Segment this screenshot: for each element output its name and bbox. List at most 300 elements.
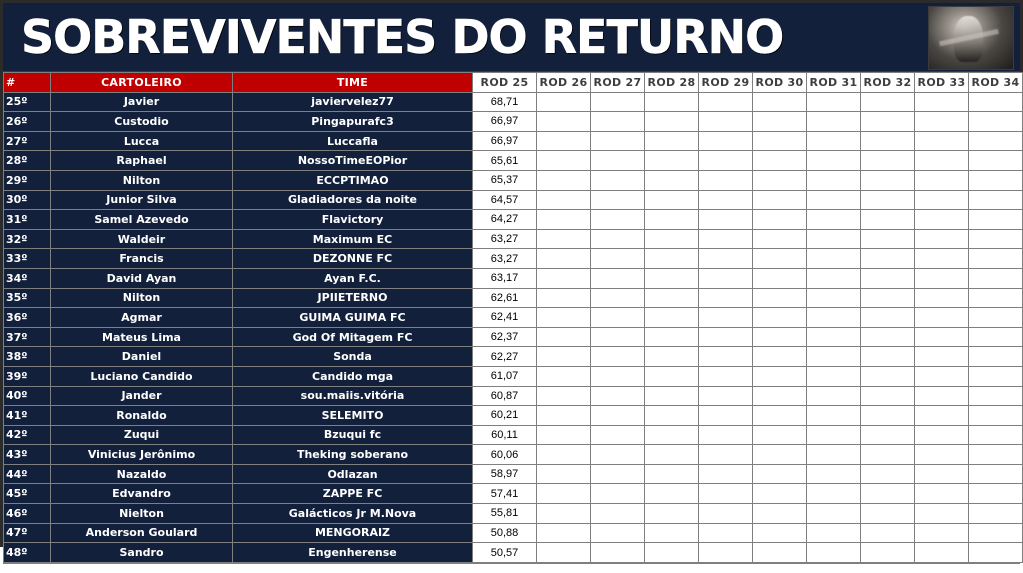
cell-time[interactable]: Maximum EC xyxy=(233,229,473,249)
cell-rod-32[interactable] xyxy=(861,464,915,484)
cell-rod-34[interactable] xyxy=(969,112,1023,132)
cell-rod-26[interactable] xyxy=(537,366,591,386)
cell-rod-26[interactable] xyxy=(537,445,591,465)
cell-rod-34[interactable] xyxy=(969,484,1023,504)
cell-rod-27[interactable] xyxy=(591,327,645,347)
cell-rod-34[interactable] xyxy=(969,288,1023,308)
cell-rod-25[interactable]: 58,97 xyxy=(473,464,537,484)
cell-rod-26[interactable] xyxy=(537,268,591,288)
cell-rod-30[interactable] xyxy=(753,366,807,386)
cell-rod-26[interactable] xyxy=(537,92,591,112)
cell-rod-31[interactable] xyxy=(807,229,861,249)
cell-rod-30[interactable] xyxy=(753,445,807,465)
cell-rod-32[interactable] xyxy=(861,131,915,151)
cell-rod-30[interactable] xyxy=(753,504,807,524)
cell-rod-34[interactable] xyxy=(969,92,1023,112)
cell-rod-33[interactable] xyxy=(915,425,969,445)
cell-rod-28[interactable] xyxy=(645,151,699,171)
table-row[interactable] xyxy=(4,523,1023,543)
cell-rod-30[interactable] xyxy=(753,210,807,230)
cell-time[interactable]: GUIMA GUIMA FC xyxy=(233,308,473,328)
cell-rod-25[interactable]: 50,57 xyxy=(473,543,537,563)
column-header-rod-29[interactable]: ROD 29 xyxy=(699,73,753,93)
cell-rod-29[interactable] xyxy=(699,210,753,230)
cell-rod-30[interactable] xyxy=(753,288,807,308)
cell-time[interactable]: Sonda xyxy=(233,347,473,367)
cell-rod-29[interactable] xyxy=(699,151,753,171)
cell-time[interactable]: ZAPPE FC xyxy=(233,484,473,504)
cell-rod-34[interactable] xyxy=(969,445,1023,465)
cell-time[interactable]: JPIIETERNO xyxy=(233,288,473,308)
cell-position[interactable]: 48º xyxy=(4,543,51,563)
cell-rod-28[interactable] xyxy=(645,268,699,288)
cell-rod-30[interactable] xyxy=(753,464,807,484)
cell-rod-25[interactable]: 66,97 xyxy=(473,112,537,132)
cell-rod-27[interactable] xyxy=(591,543,645,563)
cell-time[interactable]: Flavictory xyxy=(233,210,473,230)
cell-rod-34[interactable] xyxy=(969,190,1023,210)
cell-rod-25[interactable]: 64,57 xyxy=(473,190,537,210)
cell-position[interactable]: 37º xyxy=(4,327,51,347)
cell-rod-29[interactable] xyxy=(699,464,753,484)
cell-rod-29[interactable] xyxy=(699,308,753,328)
cell-rod-25[interactable]: 60,21 xyxy=(473,406,537,426)
cell-rod-26[interactable] xyxy=(537,229,591,249)
cell-cartoleiro[interactable]: Javier xyxy=(51,92,233,112)
column-header-cartoleiro[interactable]: CARTOLEIRO xyxy=(51,73,233,93)
cell-rod-25[interactable]: 60,06 xyxy=(473,445,537,465)
cell-position[interactable]: 29º xyxy=(4,170,51,190)
column-header-rod-27[interactable]: ROD 27 xyxy=(591,73,645,93)
cell-rod-33[interactable] xyxy=(915,131,969,151)
cell-time[interactable]: javiervelez77 xyxy=(233,92,473,112)
cell-rod-28[interactable] xyxy=(645,543,699,563)
cell-time[interactable]: SELEMITO xyxy=(233,406,473,426)
cell-time[interactable]: DEZONNE FC xyxy=(233,249,473,269)
cell-position[interactable]: 32º xyxy=(4,229,51,249)
cell-rod-33[interactable] xyxy=(915,523,969,543)
cell-rod-31[interactable] xyxy=(807,131,861,151)
cell-rod-33[interactable] xyxy=(915,366,969,386)
column-header-rod-33[interactable]: ROD 33 xyxy=(915,73,969,93)
cell-time[interactable]: Bzuqui fc xyxy=(233,425,473,445)
cell-rod-30[interactable] xyxy=(753,386,807,406)
cell-rod-33[interactable] xyxy=(915,268,969,288)
cell-rod-32[interactable] xyxy=(861,543,915,563)
cell-rod-32[interactable] xyxy=(861,170,915,190)
cell-rod-27[interactable] xyxy=(591,504,645,524)
cell-position[interactable]: 47º xyxy=(4,523,51,543)
cell-rod-25[interactable]: 68,71 xyxy=(473,92,537,112)
cell-cartoleiro[interactable]: Francis xyxy=(51,249,233,269)
cell-rod-30[interactable] xyxy=(753,543,807,563)
table-row[interactable] xyxy=(4,268,1023,288)
cell-rod-30[interactable] xyxy=(753,268,807,288)
cell-rod-25[interactable]: 65,61 xyxy=(473,151,537,171)
cell-rod-32[interactable] xyxy=(861,249,915,269)
cell-cartoleiro[interactable]: Jander xyxy=(51,386,233,406)
cell-cartoleiro[interactable]: Vinicius Jerônimo xyxy=(51,445,233,465)
cell-rod-28[interactable] xyxy=(645,464,699,484)
cell-rod-27[interactable] xyxy=(591,112,645,132)
cell-cartoleiro[interactable]: Edvandro xyxy=(51,484,233,504)
cell-rod-25[interactable]: 60,11 xyxy=(473,425,537,445)
cell-time[interactable]: Galácticos Jr M.Nova xyxy=(233,504,473,524)
cell-rod-32[interactable] xyxy=(861,327,915,347)
cell-rod-29[interactable] xyxy=(699,327,753,347)
table-row[interactable] xyxy=(4,170,1023,190)
cell-rod-29[interactable] xyxy=(699,504,753,524)
cell-rod-25[interactable]: 65,37 xyxy=(473,170,537,190)
column-header-rod-31[interactable]: ROD 31 xyxy=(807,73,861,93)
cell-rod-30[interactable] xyxy=(753,170,807,190)
column-header-rod-26[interactable]: ROD 26 xyxy=(537,73,591,93)
cell-rod-31[interactable] xyxy=(807,288,861,308)
cell-rod-28[interactable] xyxy=(645,170,699,190)
cell-rod-31[interactable] xyxy=(807,112,861,132)
column-header-rod-32[interactable]: ROD 32 xyxy=(861,73,915,93)
cell-rod-31[interactable] xyxy=(807,347,861,367)
column-header-time[interactable]: TIME xyxy=(233,73,473,93)
cell-position[interactable]: 45º xyxy=(4,484,51,504)
cell-rod-30[interactable] xyxy=(753,112,807,132)
cell-rod-28[interactable] xyxy=(645,190,699,210)
cell-rod-27[interactable] xyxy=(591,425,645,445)
cell-rod-26[interactable] xyxy=(537,210,591,230)
cell-rod-28[interactable] xyxy=(645,445,699,465)
cell-rod-31[interactable] xyxy=(807,210,861,230)
cell-time[interactable]: ECCPTIMAO xyxy=(233,170,473,190)
cell-rod-31[interactable] xyxy=(807,268,861,288)
cell-rod-33[interactable] xyxy=(915,543,969,563)
cell-rod-27[interactable] xyxy=(591,268,645,288)
cell-rod-34[interactable] xyxy=(969,131,1023,151)
cell-rod-32[interactable] xyxy=(861,92,915,112)
cell-rod-33[interactable] xyxy=(915,386,969,406)
cell-rod-26[interactable] xyxy=(537,131,591,151)
cell-time[interactable]: sou.maiis.vitória xyxy=(233,386,473,406)
cell-rod-31[interactable] xyxy=(807,92,861,112)
table-row[interactable] xyxy=(4,445,1023,465)
cell-position[interactable]: 36º xyxy=(4,308,51,328)
cell-cartoleiro[interactable]: Lucca xyxy=(51,131,233,151)
cell-rod-32[interactable] xyxy=(861,523,915,543)
cell-rod-33[interactable] xyxy=(915,229,969,249)
cell-cartoleiro[interactable]: Junior Silva xyxy=(51,190,233,210)
cell-rod-32[interactable] xyxy=(861,425,915,445)
table-row[interactable] xyxy=(4,327,1023,347)
cell-rod-29[interactable] xyxy=(699,112,753,132)
cell-time[interactable]: Theking soberano xyxy=(233,445,473,465)
cell-rod-25[interactable]: 62,37 xyxy=(473,327,537,347)
cell-rod-28[interactable] xyxy=(645,210,699,230)
table-row[interactable] xyxy=(4,151,1023,171)
table-row[interactable] xyxy=(4,288,1023,308)
cell-rod-26[interactable] xyxy=(537,151,591,171)
cell-rod-27[interactable] xyxy=(591,170,645,190)
cell-rod-29[interactable] xyxy=(699,229,753,249)
cell-rod-27[interactable] xyxy=(591,210,645,230)
cell-rod-34[interactable] xyxy=(969,268,1023,288)
cell-rod-32[interactable] xyxy=(861,112,915,132)
cell-rod-28[interactable] xyxy=(645,327,699,347)
cell-cartoleiro[interactable]: Raphael xyxy=(51,151,233,171)
cell-position[interactable]: 30º xyxy=(4,190,51,210)
cell-rod-27[interactable] xyxy=(591,406,645,426)
cell-rod-34[interactable] xyxy=(969,366,1023,386)
table-row[interactable] xyxy=(4,190,1023,210)
cell-rod-26[interactable] xyxy=(537,288,591,308)
cell-rod-25[interactable]: 66,97 xyxy=(473,131,537,151)
cell-time[interactable]: Ayan F.C. xyxy=(233,268,473,288)
cell-rod-30[interactable] xyxy=(753,229,807,249)
cell-position[interactable]: 27º xyxy=(4,131,51,151)
cell-rod-33[interactable] xyxy=(915,288,969,308)
cell-rod-32[interactable] xyxy=(861,445,915,465)
cell-rod-25[interactable]: 63,27 xyxy=(473,249,537,269)
cell-rod-32[interactable] xyxy=(861,386,915,406)
table-row[interactable] xyxy=(4,543,1023,563)
cell-rod-29[interactable] xyxy=(699,170,753,190)
cell-rod-26[interactable] xyxy=(537,504,591,524)
cell-position[interactable]: 38º xyxy=(4,347,51,367)
cell-position[interactable]: 31º xyxy=(4,210,51,230)
cell-rod-34[interactable] xyxy=(969,327,1023,347)
table-row[interactable] xyxy=(4,112,1023,132)
cell-rod-33[interactable] xyxy=(915,484,969,504)
table-row[interactable] xyxy=(4,249,1023,269)
cell-rod-29[interactable] xyxy=(699,406,753,426)
cell-position[interactable]: 46º xyxy=(4,504,51,524)
cell-cartoleiro[interactable]: Nilton xyxy=(51,288,233,308)
cell-cartoleiro[interactable]: Luciano Candido xyxy=(51,366,233,386)
cell-rod-30[interactable] xyxy=(753,249,807,269)
cell-position[interactable]: 26º xyxy=(4,112,51,132)
cell-rod-27[interactable] xyxy=(591,445,645,465)
cell-rod-32[interactable] xyxy=(861,347,915,367)
cell-position[interactable]: 34º xyxy=(4,268,51,288)
table-row[interactable] xyxy=(4,229,1023,249)
table-row[interactable] xyxy=(4,347,1023,367)
cell-time[interactable]: Luccafla xyxy=(233,131,473,151)
cell-rod-32[interactable] xyxy=(861,210,915,230)
cell-rod-25[interactable]: 64,27 xyxy=(473,210,537,230)
cell-rod-34[interactable] xyxy=(969,386,1023,406)
cell-rod-31[interactable] xyxy=(807,170,861,190)
table-row[interactable] xyxy=(4,425,1023,445)
cell-rod-26[interactable] xyxy=(537,406,591,426)
cell-time[interactable]: MENGORAIZ xyxy=(233,523,473,543)
cell-rod-32[interactable] xyxy=(861,190,915,210)
cell-rod-30[interactable] xyxy=(753,151,807,171)
cell-rod-31[interactable] xyxy=(807,151,861,171)
cell-rod-32[interactable] xyxy=(861,366,915,386)
cell-rod-27[interactable] xyxy=(591,366,645,386)
cell-rod-31[interactable] xyxy=(807,406,861,426)
cell-rod-28[interactable] xyxy=(645,484,699,504)
cell-rod-28[interactable] xyxy=(645,366,699,386)
cell-rod-28[interactable] xyxy=(645,347,699,367)
cell-position[interactable]: 39º xyxy=(4,366,51,386)
cell-rod-34[interactable] xyxy=(969,425,1023,445)
cell-rod-31[interactable] xyxy=(807,308,861,328)
cell-rod-29[interactable] xyxy=(699,131,753,151)
cell-rod-29[interactable] xyxy=(699,523,753,543)
cell-rod-28[interactable] xyxy=(645,131,699,151)
cell-rod-30[interactable] xyxy=(753,308,807,328)
cell-rod-31[interactable] xyxy=(807,190,861,210)
cell-time[interactable]: Gladiadores da noite xyxy=(233,190,473,210)
cell-rod-33[interactable] xyxy=(915,308,969,328)
cell-rod-26[interactable] xyxy=(537,327,591,347)
cell-rod-26[interactable] xyxy=(537,523,591,543)
cell-cartoleiro[interactable]: Sandro xyxy=(51,543,233,563)
cell-time[interactable]: Engenherense xyxy=(233,543,473,563)
cell-cartoleiro[interactable]: David Ayan xyxy=(51,268,233,288)
cell-rod-32[interactable] xyxy=(861,288,915,308)
cell-rod-26[interactable] xyxy=(537,484,591,504)
cell-rod-29[interactable] xyxy=(699,484,753,504)
cell-rod-26[interactable] xyxy=(537,543,591,563)
cell-cartoleiro[interactable]: Nazaldo xyxy=(51,464,233,484)
cell-rod-27[interactable] xyxy=(591,190,645,210)
cell-rod-34[interactable] xyxy=(969,543,1023,563)
cell-rod-32[interactable] xyxy=(861,504,915,524)
cell-rod-31[interactable] xyxy=(807,386,861,406)
column-header-rod-28[interactable]: ROD 28 xyxy=(645,73,699,93)
cell-rod-34[interactable] xyxy=(969,464,1023,484)
cell-rod-26[interactable] xyxy=(537,464,591,484)
cell-rod-27[interactable] xyxy=(591,288,645,308)
cell-rod-34[interactable] xyxy=(969,229,1023,249)
table-row[interactable] xyxy=(4,504,1023,524)
cell-rod-25[interactable]: 50,88 xyxy=(473,523,537,543)
table-row[interactable] xyxy=(4,92,1023,112)
cell-position[interactable]: 44º xyxy=(4,464,51,484)
cell-rod-33[interactable] xyxy=(915,504,969,524)
cell-rod-31[interactable] xyxy=(807,504,861,524)
column-header-rod-34[interactable]: ROD 34 xyxy=(969,73,1023,93)
cell-time[interactable]: Candido mga xyxy=(233,366,473,386)
cell-rod-31[interactable] xyxy=(807,366,861,386)
cell-rod-27[interactable] xyxy=(591,347,645,367)
cell-rod-30[interactable] xyxy=(753,425,807,445)
cell-cartoleiro[interactable]: Ronaldo xyxy=(51,406,233,426)
cell-position[interactable]: 40º xyxy=(4,386,51,406)
cell-cartoleiro[interactable]: Daniel xyxy=(51,347,233,367)
cell-cartoleiro[interactable]: Nilton xyxy=(51,170,233,190)
cell-rod-25[interactable]: 61,07 xyxy=(473,366,537,386)
cell-rod-25[interactable]: 55,81 xyxy=(473,504,537,524)
cell-rod-28[interactable] xyxy=(645,112,699,132)
cell-cartoleiro[interactable]: Zuqui xyxy=(51,425,233,445)
cell-rod-28[interactable] xyxy=(645,504,699,524)
cell-rod-34[interactable] xyxy=(969,523,1023,543)
column-header-rod-25[interactable]: ROD 25 xyxy=(473,73,537,93)
cell-rod-30[interactable] xyxy=(753,190,807,210)
table-row[interactable] xyxy=(4,366,1023,386)
cell-rod-33[interactable] xyxy=(915,170,969,190)
cell-rod-33[interactable] xyxy=(915,112,969,132)
cell-rod-30[interactable] xyxy=(753,327,807,347)
cell-position[interactable]: 28º xyxy=(4,151,51,171)
cell-rod-25[interactable]: 62,41 xyxy=(473,308,537,328)
cell-rod-26[interactable] xyxy=(537,347,591,367)
cell-rod-26[interactable] xyxy=(537,249,591,269)
table-row[interactable] xyxy=(4,406,1023,426)
cell-rod-25[interactable]: 57,41 xyxy=(473,484,537,504)
cell-cartoleiro[interactable]: Waldeir xyxy=(51,229,233,249)
cell-rod-27[interactable] xyxy=(591,386,645,406)
cell-rod-34[interactable] xyxy=(969,151,1023,171)
cell-rod-31[interactable] xyxy=(807,249,861,269)
cell-rod-25[interactable]: 60,87 xyxy=(473,386,537,406)
cell-rod-30[interactable] xyxy=(753,131,807,151)
cell-rod-27[interactable] xyxy=(591,131,645,151)
cell-rod-34[interactable] xyxy=(969,210,1023,230)
cell-time[interactable]: Odlazan xyxy=(233,464,473,484)
cell-rod-28[interactable] xyxy=(645,386,699,406)
table-row[interactable] xyxy=(4,464,1023,484)
cell-rod-25[interactable]: 62,27 xyxy=(473,347,537,367)
cell-rod-32[interactable] xyxy=(861,484,915,504)
cell-rod-33[interactable] xyxy=(915,327,969,347)
cell-rod-30[interactable] xyxy=(753,484,807,504)
table-row[interactable] xyxy=(4,308,1023,328)
cell-rod-29[interactable] xyxy=(699,268,753,288)
cell-rod-29[interactable] xyxy=(699,445,753,465)
cell-rod-33[interactable] xyxy=(915,151,969,171)
cell-rod-34[interactable] xyxy=(969,308,1023,328)
cell-time[interactable]: God Of Mitagem FC xyxy=(233,327,473,347)
column-header-rod-30[interactable]: ROD 30 xyxy=(753,73,807,93)
cell-time[interactable]: NossoTimeEOPior xyxy=(233,151,473,171)
cell-rod-28[interactable] xyxy=(645,523,699,543)
cell-rod-28[interactable] xyxy=(645,425,699,445)
column-header-position[interactable]: # xyxy=(4,73,51,93)
cell-rod-27[interactable] xyxy=(591,464,645,484)
table-row[interactable] xyxy=(4,386,1023,406)
cell-rod-27[interactable] xyxy=(591,229,645,249)
cell-rod-30[interactable] xyxy=(753,92,807,112)
cell-rod-26[interactable] xyxy=(537,308,591,328)
table-row[interactable] xyxy=(4,210,1023,230)
cell-rod-32[interactable] xyxy=(861,308,915,328)
table-row[interactable] xyxy=(4,484,1023,504)
cell-rod-29[interactable] xyxy=(699,366,753,386)
cell-time[interactable]: Pingapurafc3 xyxy=(233,112,473,132)
cell-position[interactable]: 42º xyxy=(4,425,51,445)
cell-rod-33[interactable] xyxy=(915,92,969,112)
cell-rod-31[interactable] xyxy=(807,425,861,445)
cell-rod-33[interactable] xyxy=(915,445,969,465)
cell-rod-31[interactable] xyxy=(807,523,861,543)
cell-rod-29[interactable] xyxy=(699,425,753,445)
cell-rod-31[interactable] xyxy=(807,484,861,504)
cell-position[interactable]: 35º xyxy=(4,288,51,308)
cell-rod-34[interactable] xyxy=(969,504,1023,524)
cell-cartoleiro[interactable]: Custodio xyxy=(51,112,233,132)
cell-rod-26[interactable] xyxy=(537,112,591,132)
cell-rod-28[interactable] xyxy=(645,308,699,328)
cell-cartoleiro[interactable]: Samel Azevedo xyxy=(51,210,233,230)
cell-rod-28[interactable] xyxy=(645,92,699,112)
cell-rod-26[interactable] xyxy=(537,386,591,406)
cell-rod-25[interactable]: 63,17 xyxy=(473,268,537,288)
cell-rod-30[interactable] xyxy=(753,523,807,543)
cell-rod-32[interactable] xyxy=(861,151,915,171)
cell-rod-29[interactable] xyxy=(699,288,753,308)
